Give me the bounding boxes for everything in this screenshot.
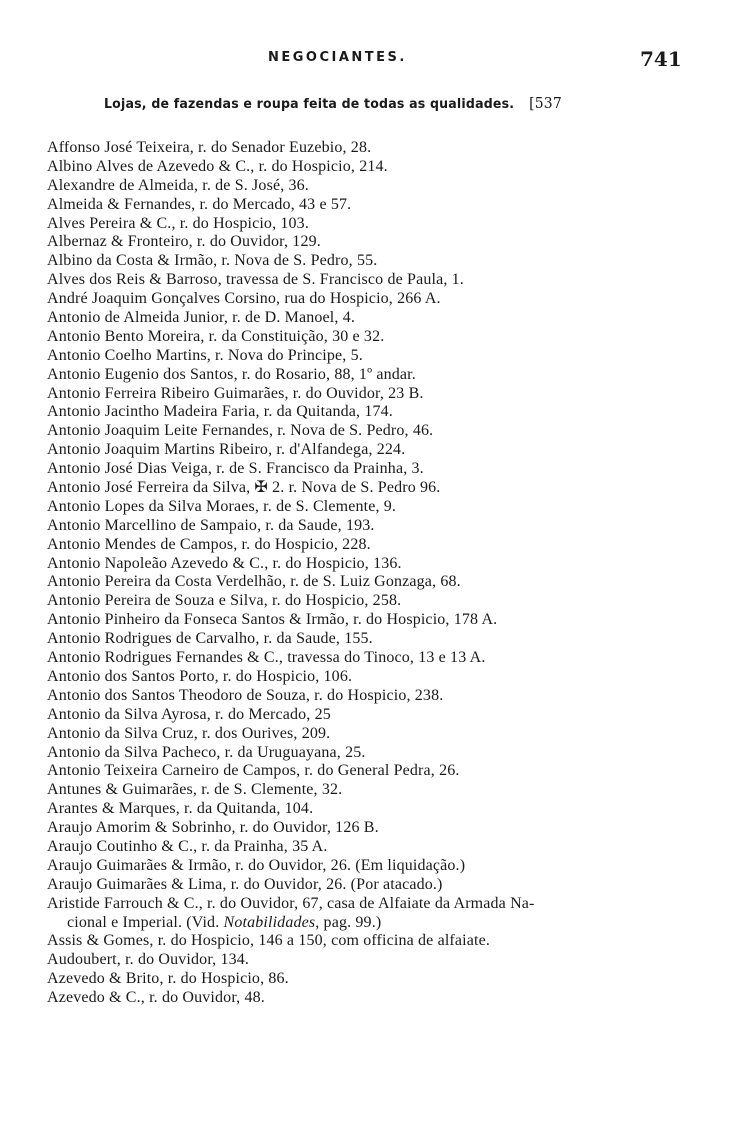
list-item: Almeida & Fernandes, r. do Mercado, 43 e 57. [47, 195, 352, 213]
list-item: Alves Pereira & C., r. do Hospicio, 103. [47, 214, 309, 232]
list-item: Antonio de Almeida Junior, r. de D. Manoel, 4. [47, 309, 355, 327]
list-item: Antonio Bento Moreira, r. da Constituição, 30 e 32. [47, 327, 385, 345]
list-item: Araujo Coutinho & C., r. da Prainha, 35 A. [47, 837, 328, 855]
list-item: Antonio Joaquim Martins Ribeiro, r. d'Alfandega, 224. [47, 441, 406, 459]
list-item: Alexandre de Almeida, r. de S. José, 36. [47, 176, 309, 194]
list-item: Antonio Marcellino de Sampaio, r. da Saude, 193. [47, 516, 375, 534]
list-item: Albino Alves de Azevedo & C., r. do Hospicio, 214. [47, 157, 388, 175]
entry-line-2-end: , pag. 99.) [315, 913, 382, 931]
list-item: Antonio dos Santos Porto, r. do Hospicio, 106. [47, 667, 353, 685]
list-item: Affonso José Teixeira, r. do Senador Euzebio, 28. [47, 139, 372, 156]
list-item: Arantes & Marques, r. da Quitanda, 104. [47, 800, 314, 818]
list-item: Antonio Mendes de Campos, r. do Hospicio, 228. [47, 535, 371, 553]
running-title: NEGOCIANTES. [268, 50, 407, 65]
list-item: Assis & Gomes, r. do Hospicio, 146 a 150, com officina de alfaiate. [47, 932, 491, 950]
list-item: Albino da Costa & Irmão, r. Nova de S. Pedro, 55. [47, 252, 378, 270]
list-item: Antonio José Ferreira da Silva, ✠ 2. r. Nova de S. Pedro 96. [47, 479, 441, 497]
list-item [47, 895, 717, 933]
list-item: Antonio Pinheiro da Fonseca Santos & Irmão, r. do Hospicio, 178 A. [47, 611, 498, 629]
list-item: Antonio Rodrigues Fernandes & C., travessa do Tinoco, 13 e 13 A. [47, 649, 486, 667]
list-item: Antonio Rodrigues de Carvalho, r. da Saude, 155. [47, 630, 373, 648]
list-item: Antonio Pereira da Costa Verdelhão, r. de S. Luiz Gonzaga, 68. [47, 573, 461, 591]
list-item: Antonio da Silva Pacheco, r. da Uruguayana, 25. [47, 743, 366, 761]
list-item: Antunes & Guimarães, r. de S. Clemente, 32. [47, 781, 343, 799]
list-item: Antonio Coelho Martins, r. Nova do Principe, 5. [47, 346, 363, 364]
merchant-list [47, 139, 717, 1008]
running-head [0, 47, 746, 74]
list-item: Audoubert, r. do Ouvidor, 134. [47, 951, 250, 969]
entry-line-2 [47, 914, 717, 933]
list-item: Antonio Napoleão Azevedo & C., r. do Hospicio, 136. [47, 554, 402, 572]
list-item: Antonio Joaquim Leite Fernandes, r. Nova de S. Pedro, 46. [47, 422, 434, 440]
list-item: Antonio Eugenio dos Santos, r. do Rosario, 88, 1º andar. [47, 365, 416, 383]
list-item: Antonio Pereira de Souza e Silva, r. do Hospicio, 258. [47, 592, 402, 610]
list-item: Araujo Amorim & Sobrinho, r. do Ouvidor, 126 B. [47, 819, 379, 837]
section-reference: [537 [529, 94, 562, 112]
list-item: Antonio da Silva Cruz, r. dos Ourives, 209. [47, 724, 331, 742]
list-item: Antonio da Silva Ayrosa, r. do Mercado, 25 [47, 705, 331, 723]
section-heading [104, 94, 562, 112]
entry-line-2-italic: Notabilidades [223, 913, 316, 931]
list-item: Antonio Ferreira Ribeiro Guimarães, r. do Ouvidor, 23 B. [47, 384, 424, 402]
list-item: Araujo Guimarães & Irmão, r. do Ouvidor, 26. (Em liquidação.) [47, 856, 466, 874]
list-item: Alves dos Reis & Barroso, travessa de S. Francisco de Paula, 1. [47, 271, 464, 289]
list-item: Antonio Lopes da Silva Moraes, r. de S. Clemente, 9. [47, 497, 397, 515]
list-item: Antonio Teixeira Carneiro de Campos, r. do General Pedra, 26. [47, 762, 460, 780]
entry-line-1: Aristide Farrouch & C., r. do Ouvidor, 67, casa de Alfaiate da Armada Na- [47, 894, 535, 912]
list-item: Azevedo & Brito, r. do Hospicio, 86. [47, 970, 289, 988]
entry-line-2-start: cional e Imperial. (Vid. [67, 913, 224, 931]
list-item: Araujo Guimarães & Lima, r. do Ouvidor, 26. (Por atacado.) [47, 875, 443, 893]
list-item: André Joaquim Gonçalves Corsino, rua do Hospicio, 266 A. [47, 290, 441, 308]
list-item: Albernaz & Fronteiro, r. do Ouvidor, 129. [47, 233, 321, 251]
list-item: Antonio dos Santos Theodoro de Souza, r. do Hospicio, 238. [47, 686, 444, 704]
list-item: Antonio Jacintho Madeira Faria, r. da Quitanda, 174. [47, 403, 393, 421]
list-item: Azevedo & C., r. do Ouvidor, 48. [47, 989, 265, 1007]
list-item: Antonio José Dias Veiga, r. de S. Francisco da Prainha, 3. [47, 460, 424, 478]
section-title: Lojas, de fazendas e roupa feita de todas as qualidades. [104, 96, 515, 112]
page-number: 741 [640, 47, 682, 71]
